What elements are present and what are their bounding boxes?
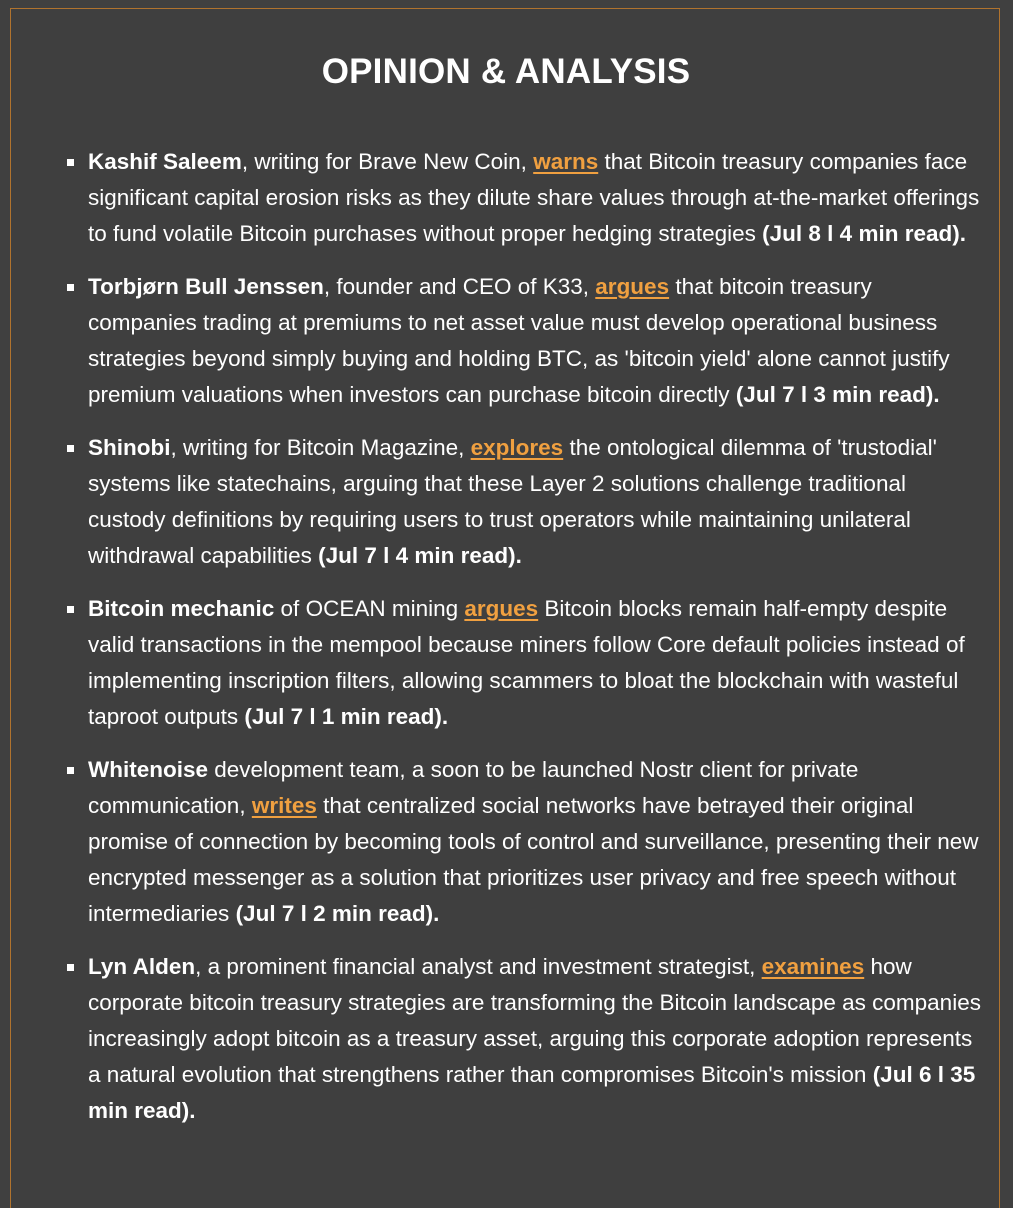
bullet-square-icon bbox=[67, 159, 74, 166]
item-date-readtime: (Jul 7 l 4 min read). bbox=[318, 543, 522, 568]
list-item bbox=[11, 144, 1001, 252]
bullet-square-icon bbox=[67, 767, 74, 774]
item-intro-text: development team, a soon to be launched Nostr client for private communication, bbox=[88, 757, 859, 818]
item-date-readtime: (Jul 6 l 35 min read). bbox=[88, 1062, 976, 1123]
item-date-readtime: (Jul 8 l 4 min read). bbox=[762, 221, 966, 246]
bullet-square-icon bbox=[67, 284, 74, 291]
section-title: OPINION & ANALYSIS bbox=[321, 52, 691, 91]
bullet-square-icon bbox=[67, 964, 74, 971]
item-article-link[interactable]: writes bbox=[251, 793, 317, 818]
item-author: Lyn Alden bbox=[88, 954, 196, 979]
item-date-readtime: (Jul 7 l 1 min read). bbox=[244, 704, 449, 729]
item-article-link[interactable]: argues bbox=[464, 596, 539, 621]
bullet-square-icon bbox=[67, 445, 74, 452]
list-item bbox=[11, 430, 1001, 574]
item-summary-text: that Bitcoin treasury companies face significant capital erosion risks as they dilute share values through at-the-market offerings to fund volatile Bitcoin purchases without proper hedging strategies bbox=[88, 149, 980, 246]
item-author: Kashif Saleem bbox=[88, 149, 242, 174]
bullet-square-icon bbox=[67, 606, 74, 613]
item-intro-text: , a prominent financial analyst and investment strategist, bbox=[195, 954, 762, 979]
list-item bbox=[11, 591, 1001, 735]
item-intro-text: , writing for Brave New Coin, bbox=[241, 149, 534, 174]
item-author: Shinobi bbox=[88, 435, 171, 460]
item-summary-text: Bitcoin blocks remain half-empty despite valid transactions in the mempool because miners follow Core default policies instead of implementing inscription filters, allowing scammers to bloat the blockchain with wasteful taproot outputs bbox=[88, 596, 965, 729]
item-date-readtime: (Jul 7 l 2 min read). bbox=[235, 901, 440, 926]
item-date-readtime: (Jul 7 l 3 min read). bbox=[735, 382, 940, 407]
item-intro-text: , founder and CEO of K33, bbox=[323, 274, 596, 299]
item-article-link[interactable]: examines bbox=[761, 954, 865, 979]
item-author: Torbjørn Bull Jenssen bbox=[88, 274, 324, 299]
list-item bbox=[11, 752, 1001, 932]
item-summary-text: how corporate bitcoin treasury strategies are transforming the Bitcoin landscape as companies increasingly adopt bitcoin as a treasury asset, arguing this corporate adoption represents a natural evolution that strengthens rather than compromises Bitcoin's mission bbox=[88, 954, 981, 1087]
item-intro-text: , writing for Bitcoin Magazine, bbox=[170, 435, 471, 460]
item-summary-text: that centralized social networks have betrayed their original promise of connection by becoming tools of control and surveillance, presenting their new encrypted messenger as a solution that prioritizes user privacy and free speech without intermediaries bbox=[88, 793, 979, 926]
item-summary-text: that bitcoin treasury companies trading at premiums to net asset value must develop operational business strategies beyond simply buying and holding BTC, as 'bitcoin yield' alone cannot justify premium valuations when investors can purchase bitcoin directly bbox=[88, 274, 950, 407]
item-author: Whitenoise bbox=[88, 757, 209, 782]
item-intro-text: of OCEAN mining bbox=[274, 596, 465, 621]
item-article-link[interactable]: argues bbox=[595, 274, 670, 299]
item-article-link[interactable]: explores bbox=[470, 435, 564, 460]
list-item bbox=[11, 269, 1001, 413]
item-summary-text: the ontological dilemma of 'trustodial' systems like statechains, arguing that these Layer 2 solutions challenge traditional custody definitions by requiring users to trust operators while maintaining unilateral withdrawal capabilities bbox=[88, 435, 937, 568]
item-author: Bitcoin mechanic bbox=[88, 596, 275, 621]
newsletter-section-panel bbox=[10, 8, 1000, 1208]
opinion-list bbox=[11, 144, 1001, 1146]
item-article-link[interactable]: warns bbox=[533, 149, 599, 174]
list-item bbox=[11, 949, 1001, 1129]
